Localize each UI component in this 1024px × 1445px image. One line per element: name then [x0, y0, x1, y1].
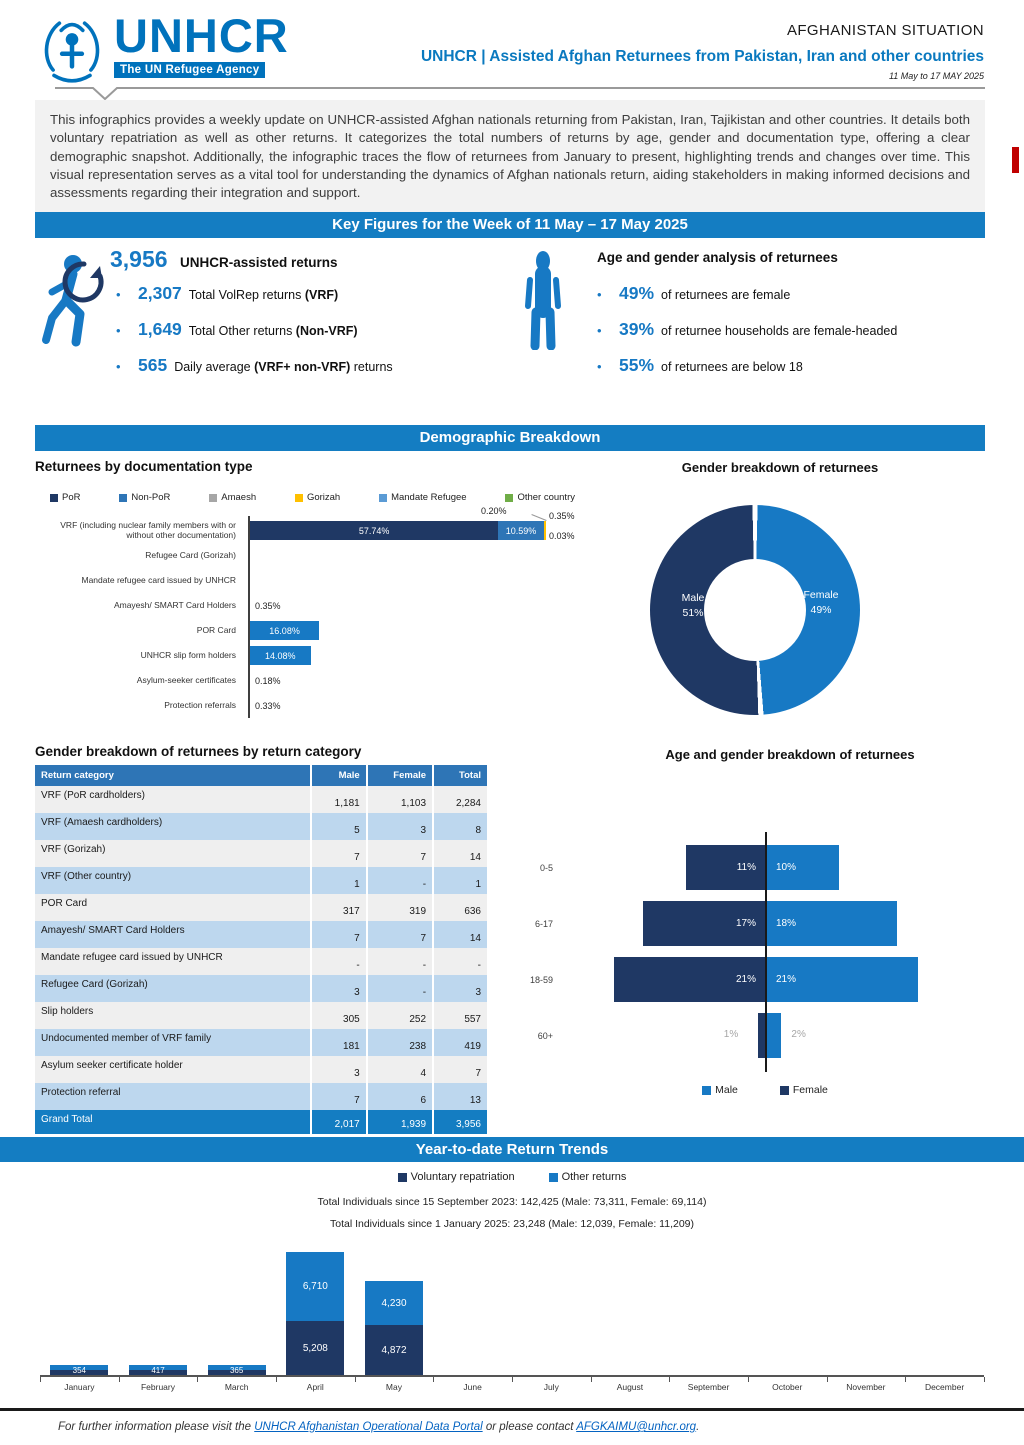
table-cell: Amayesh/ SMART Card Holders — [35, 921, 311, 948]
category-label: Mandate refugee card issued by UNHCR — [81, 574, 236, 585]
legend-swatch — [398, 1173, 407, 1182]
bar-value-label: 0.35% — [255, 600, 281, 611]
bar-value-label: 417 — [151, 1366, 165, 1375]
table-cell: 7 — [367, 840, 433, 867]
month-label: August — [616, 1382, 644, 1392]
volrep-segment: 5,208 — [286, 1321, 344, 1375]
table-cell: 557 — [433, 1002, 487, 1029]
legend-swatch — [119, 494, 127, 502]
table-row — [35, 813, 487, 840]
demographic-banner: Demographic Breakdown — [35, 425, 985, 451]
key-figure-value: 55% — [619, 355, 655, 375]
annotation-marker — [1012, 147, 1019, 173]
table-cell: - — [311, 948, 366, 975]
bar-group — [250, 671, 281, 690]
legend-swatch — [702, 1086, 711, 1095]
legend-label: Voluntary repatriation — [410, 1171, 515, 1183]
table-cell: - — [367, 867, 433, 894]
month-label: November — [846, 1382, 886, 1392]
bar-value-label: 2% — [791, 1029, 806, 1040]
age-group-label: 60+ — [537, 1031, 553, 1041]
key-figure-value: 565 — [138, 355, 168, 375]
table-cell: 305 — [311, 1002, 366, 1029]
category-label: Refugee Card (Gorizah) — [145, 549, 236, 560]
column-header: Return category — [35, 765, 311, 786]
page-title: UNHCR | Assisted Afghan Returnees from Pakistan, Iran and other countries — [420, 48, 984, 65]
table-cell: 2,284 — [433, 786, 487, 813]
key-figure-label: of returnees are below 18 — [661, 360, 803, 374]
table-cell: 5 — [311, 813, 366, 840]
table-cell: 8 — [433, 813, 487, 840]
key-figure-item — [116, 283, 393, 319]
bar-value-label: 354 — [72, 1366, 86, 1375]
pyramid-axis — [765, 832, 767, 1072]
trends-chart — [40, 1244, 984, 1377]
footer-text — [58, 1421, 699, 1433]
bullet-dot: • — [116, 287, 121, 302]
table-cell: 1,939 — [367, 1110, 433, 1134]
legend-swatch — [379, 494, 387, 502]
other-returns-segment: 4,230 — [365, 1281, 423, 1325]
doc-type-row — [35, 593, 595, 618]
table-cell: 13 — [433, 1083, 487, 1110]
table-row — [35, 1002, 487, 1029]
table-cell: 252 — [367, 1002, 433, 1029]
table-cell: 319 — [367, 894, 433, 921]
table-cell: 419 — [433, 1029, 487, 1056]
month-label: July — [543, 1382, 559, 1392]
doc-type-rows — [35, 518, 595, 718]
total-returns-value: 3,956 — [110, 246, 168, 272]
legend-item — [295, 492, 340, 503]
doc-type-legend — [50, 492, 575, 503]
footer-divider — [0, 1408, 1024, 1411]
doc-type-row — [35, 668, 595, 693]
key-figure-label: Total VolRep returns (VRF) — [188, 288, 339, 302]
doc-type-row — [35, 618, 595, 643]
bar-segment: 10.59% — [498, 521, 544, 540]
age-gender-title: Age and gender analysis of returnees — [597, 250, 838, 265]
logo-text — [114, 9, 289, 78]
key-figure-label: of returnees are female — [661, 288, 791, 302]
table-cell: VRF (Gorizah) — [35, 840, 311, 867]
table-row — [35, 948, 487, 975]
bar-group — [250, 646, 311, 665]
gender-donut — [650, 505, 860, 715]
table-row — [35, 921, 487, 948]
legend-swatch — [50, 494, 58, 502]
key-figure-item — [597, 283, 897, 319]
pyramid-bar-female: 17% — [643, 901, 765, 946]
table-cell: 3 — [311, 975, 366, 1002]
intro-text: This infographics provides a weekly update on UNHCR-assisted Afghan nationals returning from Pakistan, Iran, Tajikistan and other countries. It details both voluntary repatriation as well as other returns. It categorizes the total numbers of returns by age, gender and documentation type, offering a clear demographic snapshot. Additionally, the infographic traces the flow of returnees from January to present, highlighting trends and changes over time. This visual representation serves as a vital tool for understanding the dynamics of Afghan nationals return, aiding stakeholders in making informed decisions and assessments regarding their integration and support. — [35, 100, 985, 214]
table-cell: Grand Total — [35, 1110, 311, 1134]
table-row — [35, 894, 487, 921]
legend-label: Other country — [517, 492, 575, 503]
total-returns-label: UNHCR-assisted returns — [180, 255, 338, 270]
bar-group — [250, 596, 281, 615]
footer-prefix: For further information please visit the — [58, 1421, 255, 1433]
category-label: VRF (including nuclear family members with or without other documentation) — [60, 519, 236, 540]
age-group-label: 6-17 — [534, 919, 553, 929]
stacked-bar — [365, 1281, 423, 1375]
volrep-segment: 4,872 — [365, 1325, 423, 1375]
age-group-label: 0-5 — [539, 863, 553, 873]
email-link[interactable]: AFGKAIMU@unhcr.org — [576, 1421, 697, 1433]
table-row — [35, 840, 487, 867]
table-cell: 4 — [367, 1056, 433, 1083]
table-cell: 7 — [433, 1056, 487, 1083]
doc-type-row — [35, 543, 595, 568]
pyramid-bar-female: 21% — [614, 957, 765, 1002]
table-cell: Mandate refugee card issued by UNHCR — [35, 948, 311, 975]
table-cell: 1,181 — [311, 786, 366, 813]
trends-banner: Year-to-date Return Trends — [0, 1137, 1024, 1162]
key-figure-item — [116, 319, 393, 355]
category-label: UNHCR slip form holders — [140, 649, 236, 660]
table-cell: VRF (Other country) — [35, 867, 311, 894]
category-label: Asylum-seeker certificates — [136, 674, 236, 685]
key-figure-item — [116, 355, 393, 391]
doc-type-row — [35, 518, 595, 543]
table-cell: 317 — [311, 894, 366, 921]
month-label: June — [463, 1382, 482, 1392]
bar-value-label: 0.18% — [255, 675, 281, 686]
table-cell: 3 — [433, 975, 487, 1002]
legend-item — [780, 1084, 828, 1096]
legend-label: Gorizah — [306, 492, 341, 503]
kf-left-bullets — [116, 283, 393, 391]
key-figure-label: of returnee households are female-headed — [661, 324, 898, 338]
table-cell: - — [367, 975, 433, 1002]
grand-total-row — [35, 1110, 487, 1134]
callout-label: 0.20% — [481, 506, 507, 516]
gender-table — [35, 765, 487, 1134]
pyramid-bar-male: 21% — [767, 957, 918, 1002]
month-label: February — [140, 1382, 175, 1392]
table-cell: - — [433, 948, 487, 975]
bar-value-label: 365 — [229, 1366, 244, 1375]
trends-month-labels — [40, 1382, 984, 1392]
table-cell: 7 — [311, 840, 366, 867]
month-label: December — [924, 1382, 965, 1392]
returnees-running-icon — [40, 252, 114, 350]
column-header: Female — [367, 765, 433, 786]
bar-group — [250, 696, 281, 715]
donut-male-label: Male 51% — [681, 592, 705, 620]
key-figure-value: 49% — [619, 283, 655, 303]
doc-type-row — [35, 568, 595, 593]
pyramid-legend — [615, 1084, 915, 1096]
age-group-label: 18-59 — [529, 975, 553, 985]
table-cell: VRF (PoR cardholders) — [35, 786, 311, 813]
key-figure-label: Daily average (VRF+ non-VRF) returns — [174, 360, 393, 374]
table-cell: Slip holders — [35, 1002, 311, 1029]
key-figure-value: 1,649 — [138, 319, 182, 339]
bullet-dot: • — [597, 287, 602, 302]
bullet-dot: • — [116, 359, 121, 374]
table-row — [35, 867, 487, 894]
table-cell: 3 — [367, 813, 433, 840]
bullet-dot: • — [597, 323, 602, 338]
table-cell: Undocumented member of VRF family — [35, 1029, 311, 1056]
pyramid-bar-female: 11% — [686, 845, 765, 890]
pyramid-title: Age and gender breakdown of returnees — [665, 747, 915, 762]
gender-donut-title: Gender breakdown of returnees — [681, 460, 879, 475]
column-header: Total — [433, 765, 487, 786]
table-cell: 7 — [311, 921, 366, 948]
legend-label: Male — [715, 1084, 738, 1096]
table-cell: 7 — [311, 1083, 366, 1110]
donut-female-label: Female 49% — [803, 589, 839, 617]
month-label: May — [385, 1382, 402, 1392]
legend-swatch — [295, 494, 303, 502]
footer-suffix: . — [696, 1421, 700, 1433]
callout-label: 0.35% — [549, 511, 575, 521]
legend-swatch — [209, 494, 217, 502]
legend-item — [209, 492, 256, 503]
key-figure-value: 2,307 — [138, 283, 182, 303]
legend-item — [505, 492, 575, 503]
doc-type-row — [35, 643, 595, 668]
table-cell: VRF (Amaesh cardholders) — [35, 813, 311, 840]
header-right — [421, 22, 984, 81]
legend-swatch — [780, 1086, 789, 1095]
pyramid-bar-male — [767, 1013, 781, 1058]
bar-segment: 57.74% — [250, 521, 498, 540]
legend-item — [119, 492, 170, 503]
bar-group — [250, 521, 546, 540]
table-cell: Asylum seeker certificate holder — [35, 1056, 311, 1083]
axis-tick — [984, 1377, 985, 1382]
key-figure-item — [597, 355, 897, 391]
key-figure-value: 39% — [619, 319, 655, 339]
bar-value-label: 0.33% — [255, 700, 281, 711]
bar-segment — [544, 521, 546, 540]
legend-label: Mandate Refugee — [391, 492, 467, 503]
category-label: Protection referrals — [164, 699, 236, 710]
legend-label: Non-PoR — [131, 492, 171, 503]
table-row — [35, 975, 487, 1002]
table-cell: 1 — [311, 867, 366, 894]
legend-item — [50, 492, 80, 503]
table-row — [35, 786, 487, 813]
month-label: September — [687, 1382, 730, 1392]
bar-group — [250, 621, 319, 640]
column-header: Male — [311, 765, 366, 786]
legend-item — [379, 492, 467, 503]
month-label: October — [772, 1382, 803, 1392]
date-range: 11 May to 17 MAY 2025 — [888, 71, 984, 81]
trends-legend — [0, 1171, 1024, 1183]
table-cell: 238 — [367, 1029, 433, 1056]
table-cell: Refugee Card (Gorizah) — [35, 975, 311, 1002]
table-cell: 636 — [433, 894, 487, 921]
total-returns — [110, 246, 338, 273]
table-cell: 2,017 — [311, 1110, 366, 1134]
table-cell: 181 — [311, 1029, 366, 1056]
legend-label: PoR — [62, 492, 81, 503]
doc-type-chart — [35, 506, 595, 727]
table-cell: 7 — [367, 921, 433, 948]
bullet-dot: • — [116, 323, 121, 338]
table-cell: - — [367, 948, 433, 975]
key-figure-item — [597, 319, 897, 355]
legend-label: Female — [792, 1084, 828, 1096]
table-cell: 14 — [433, 921, 487, 948]
pyramid-plot — [505, 800, 985, 1110]
other-returns-segment: 6,710 — [286, 1252, 344, 1321]
table-row — [35, 1029, 487, 1056]
bar-value-label: 1% — [723, 1029, 739, 1040]
bullet-dot: • — [597, 359, 602, 374]
pyramid-bar-male: 10% — [767, 845, 839, 890]
legend-item — [702, 1084, 738, 1096]
table-cell: 6 — [367, 1083, 433, 1110]
pyramid-bar-male: 18% — [767, 901, 897, 946]
table-cell: Protection referral — [35, 1083, 311, 1110]
bar-segment: 14.08% — [250, 646, 311, 665]
trends-total-line-1: Total Individuals since 15 September 2023: 142,425 (Male: 73,311, Female: 69,114) — [317, 1196, 707, 1208]
legend-label: Amaesh — [221, 492, 257, 503]
table-cell: 3,956 — [433, 1110, 487, 1134]
month-label: March — [224, 1382, 249, 1392]
month-label: January — [64, 1382, 95, 1392]
category-label: Amayesh/ SMART Card Holders — [113, 599, 236, 610]
legend-item — [549, 1171, 627, 1183]
table-header-row — [35, 765, 487, 786]
logo-brand: UNHCR — [114, 9, 289, 62]
legend-label: Other returns — [561, 1171, 627, 1183]
gender-table-title: Gender breakdown of returnees by return category — [35, 744, 362, 759]
table-row — [35, 1083, 487, 1110]
person-icon — [520, 250, 566, 350]
logo-tagline: The UN Refugee Agency — [114, 62, 265, 78]
unhcr-logo — [36, 9, 289, 90]
table-cell: POR Card — [35, 894, 311, 921]
trends-total-line-2: Total Individuals since 1 January 2025: 23,248 (Male: 12,039, Female: 11,209) — [329, 1218, 695, 1230]
table-cell: 1,103 — [367, 786, 433, 813]
unhcr-emblem-icon — [36, 14, 108, 90]
data-portal-link[interactable]: UNHCR Afghanistan Operational Data Portal — [254, 1421, 483, 1433]
bar-segment: 16.08% — [250, 621, 319, 640]
stacked-bar — [286, 1252, 344, 1375]
month-label: April — [306, 1382, 324, 1392]
legend-swatch — [549, 1173, 558, 1182]
situation-label: AFGHANISTAN SITUATION — [786, 22, 984, 39]
table-cell: 3 — [311, 1056, 366, 1083]
table-row — [35, 1056, 487, 1083]
kf-right-bullets — [597, 283, 897, 391]
table-cell: 14 — [433, 840, 487, 867]
doc-type-row — [35, 693, 595, 718]
key-figures-banner: Key Figures for the Week of 11 May – 17 May 2025 — [35, 212, 985, 238]
footer-middle: or please contact — [482, 1421, 577, 1433]
legend-item — [398, 1171, 515, 1183]
key-figure-label: Total Other returns (Non-VRF) — [188, 324, 358, 338]
legend-swatch — [505, 494, 513, 502]
category-label: POR Card — [196, 624, 236, 635]
callout-label: 0.03% — [549, 531, 575, 541]
table-cell: 1 — [433, 867, 487, 894]
doc-type-chart-title: Returnees by documentation type — [35, 459, 253, 474]
